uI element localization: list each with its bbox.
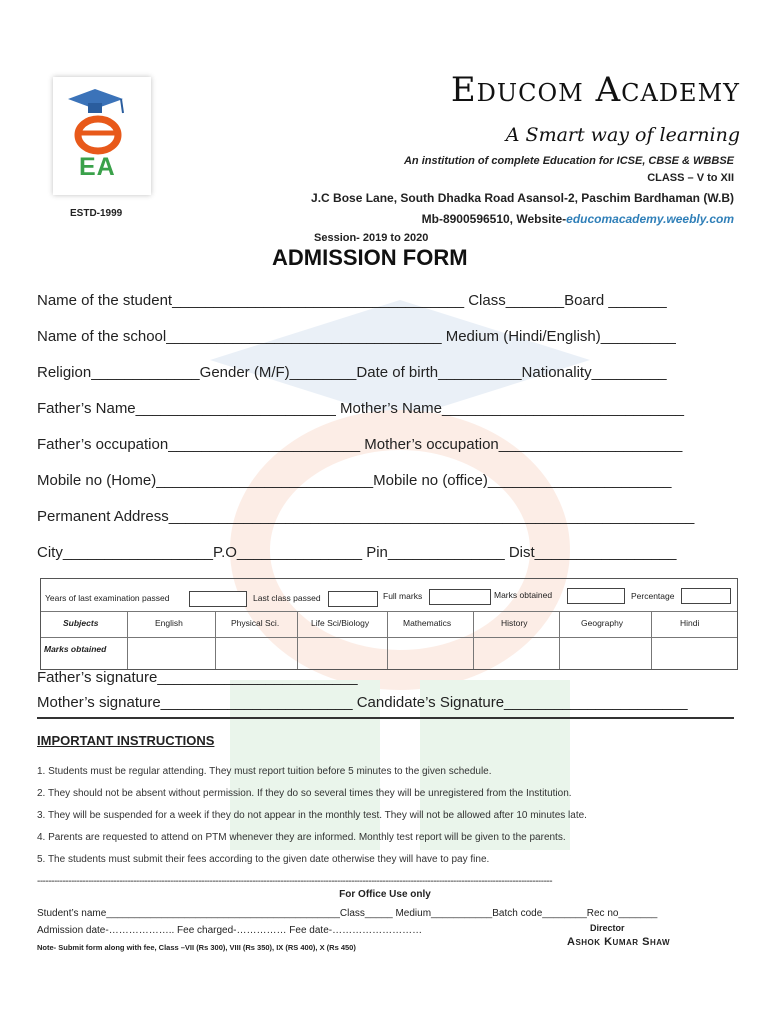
exam-table-header-row xyxy=(41,579,737,612)
full-marks-input[interactable] xyxy=(429,589,491,605)
institution-description: An institution of complete Education for ICSE, CBSE & WBBSE xyxy=(403,155,734,167)
form-title: ADMISSION FORM xyxy=(272,245,468,270)
field-parent-occupation[interactable]: Father’s occupation_______________________ Mother’s occupation______________________ xyxy=(37,436,683,453)
field-parent-names[interactable]: Father’s Name________________________ Mother’s Name_____________________________ xyxy=(37,400,684,417)
last-class-input[interactable] xyxy=(328,591,378,607)
cut-line: -------------------------------------------------------------------------------------------------------------------------------------------------------------------------------------- xyxy=(37,876,553,887)
instruction-item: 2. They should not be absent without permission. If they do so several times they will be unregistered from the Institution. xyxy=(37,788,572,799)
father-signature-field[interactable]: Father’s signature________________________ xyxy=(37,669,358,686)
session: Session- 2019 to 2020 xyxy=(314,232,429,244)
contact-line xyxy=(230,212,734,226)
field-school-name[interactable]: Name of the school_________________________________ Medium (Hindi/English)_________ xyxy=(37,328,676,345)
fee-note: Note- Submit form along with fee, Class –VII (Rs 300), VIII (Rs 350), IX (RS 400), X (Rs 450) xyxy=(37,943,356,952)
class-range: CLASS – V to XII xyxy=(647,172,734,184)
address: J.C Bose Lane, South Dhadka Road Asansol-2, Paschim Bardhaman (W.B) xyxy=(311,191,734,205)
instruction-item: 3. They will be suspended for a week if they do not appear in the monthly test. They will not be allowed after 10 minutes late. xyxy=(37,810,587,821)
years-input[interactable] xyxy=(189,591,247,607)
subject-cell: Physical Sci. xyxy=(231,618,280,628)
marks-obtained-label: Marks obtained xyxy=(494,590,553,600)
director-title: Director xyxy=(590,923,625,933)
office-admission-line[interactable]: Admission date-……………….. Fee charged-…………… Fee date-……………………… xyxy=(37,925,423,936)
subjects-label: Subjects xyxy=(63,618,99,628)
subject-cell: History xyxy=(501,618,528,628)
office-student-line[interactable]: Student’s name__________________________________________Class_____ Medium___________Batch code________Rec no_______ xyxy=(37,908,658,919)
instruction-item: 1. Students must be regular attending. They must report tuition before 5 minutes to the given schedule. xyxy=(37,766,492,777)
subject-cell: Hindi xyxy=(680,618,700,628)
divider-line xyxy=(37,717,734,719)
tagline: A Smart way of learning xyxy=(505,124,740,146)
established-year: ESTD-1999 xyxy=(70,208,123,219)
field-religion-gender-dob[interactable]: Religion_____________Gender (M/F)________Date of birth__________Nationality_________ xyxy=(37,364,667,381)
exam-table xyxy=(40,578,738,670)
academy-logo xyxy=(53,77,151,195)
subject-cell: Mathematics xyxy=(403,618,452,628)
full-marks-label: Full marks xyxy=(383,591,423,601)
years-label: Years of last examination passed xyxy=(45,593,170,603)
subject-cell: English xyxy=(155,618,183,628)
subject-cell: Life Sci/Biology xyxy=(311,618,370,628)
field-mobile-numbers[interactable]: Mobile no (Home)__________________________Mobile no (office)______________________ xyxy=(37,472,672,489)
website-link[interactable]: educomacademy.weebly.com xyxy=(566,212,734,226)
exam-table-subjects-row xyxy=(41,611,737,637)
director-name: Ashok Kumar Shaw xyxy=(567,936,671,948)
office-use-heading: For Office Use only xyxy=(339,889,431,900)
instruction-item: 4. Parents are requested to attend on PTM whenever they are informed. Monthly test report will be given to the parents. xyxy=(37,832,566,843)
marks-obtained-input[interactable] xyxy=(567,588,625,604)
logo-text: EA xyxy=(79,153,116,181)
field-permanent-address[interactable]: Permanent Address_______________________________________________________________ xyxy=(37,508,695,525)
marks-row-label: Marks obtained xyxy=(44,644,107,654)
exam-table-marks-row[interactable] xyxy=(41,637,737,670)
percentage-input[interactable] xyxy=(681,588,731,604)
last-class-label: Last class passed xyxy=(253,593,321,603)
mother-candidate-signature-field[interactable]: Mother’s signature_______________________ Candidate’s Signature______________________ xyxy=(37,694,688,711)
instruction-item: 5. The students must submit their fees according to the given date otherwise they will have to pay fine. xyxy=(37,854,490,865)
field-city-po-pin-dist[interactable]: City__________________P.O_______________ Pin______________ Dist_________________ xyxy=(37,544,677,561)
field-student-name[interactable]: Name of the student___________________________________ Class_______Board _______ xyxy=(37,292,667,309)
academy-title: Educom Academy xyxy=(450,70,740,110)
percentage-label: Percentage xyxy=(631,591,675,601)
instructions-heading: IMPORTANT INSTRUCTIONS xyxy=(37,733,215,748)
mobile-number: Mb-8900596510, Website- xyxy=(421,212,567,226)
subject-cell: Geography xyxy=(581,618,624,628)
